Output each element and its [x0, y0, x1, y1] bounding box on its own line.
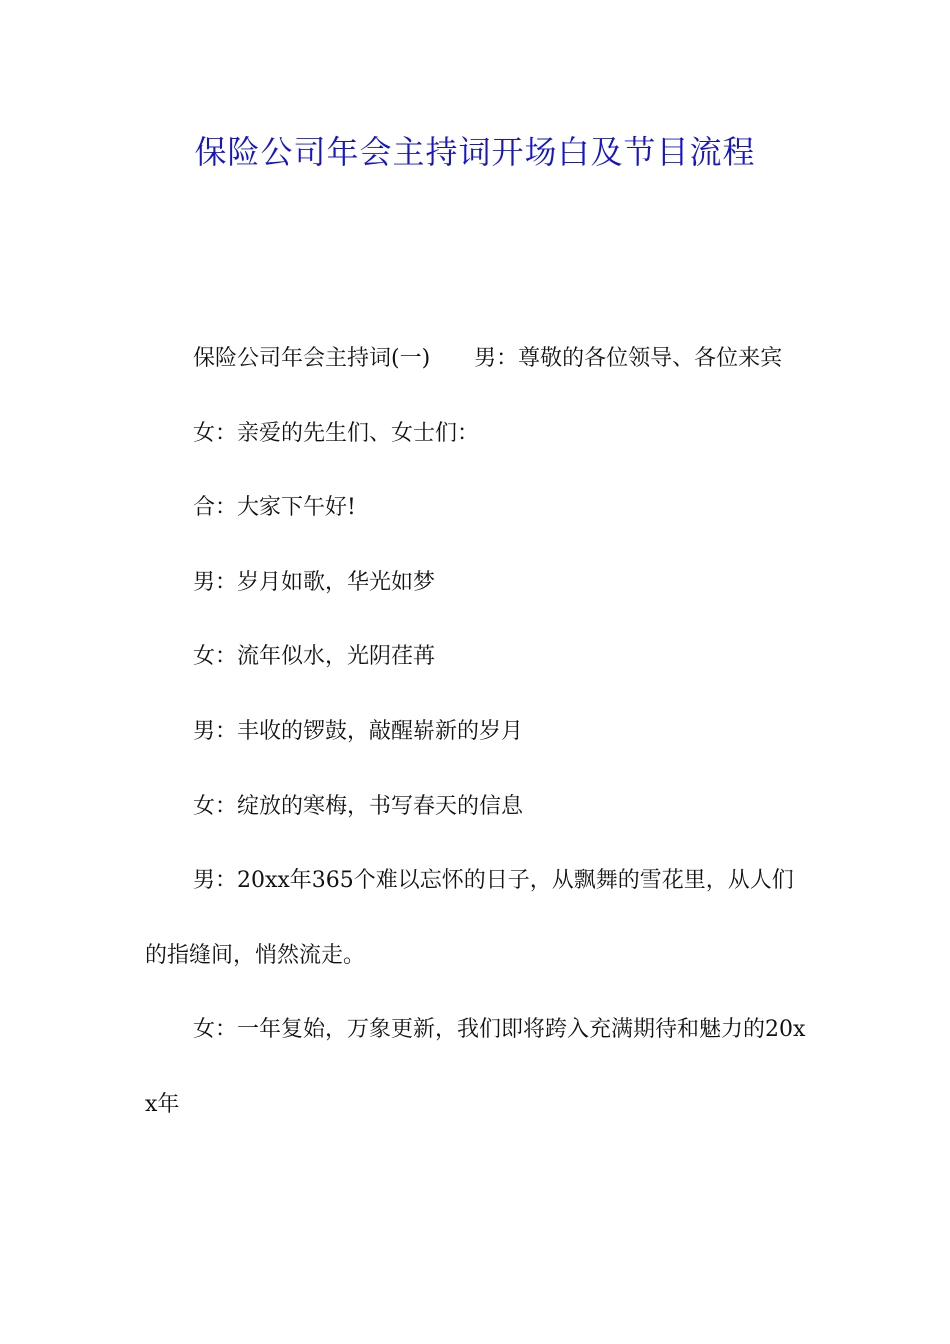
section-heading: 保险公司年会主持词(一): [193, 346, 431, 371]
dialogue-line: 男：尊敬的各位领导、各位来宾: [474, 346, 783, 371]
document-title: 保险公司年会主持词开场白及节目流程: [194, 133, 756, 171]
dialogue-line: 男：20xx年365个难以忘怀的日子，从飘舞的雪花里，从人们的指缝间，悄然流走。: [145, 868, 794, 968]
dialogue-line: 合：大家下午好!: [193, 495, 356, 521]
document-body: [145, 322, 810, 1143]
dialogue-line: 女：绽放的寒梅，书写春天的信息: [193, 793, 524, 819]
paragraph-intro: [145, 322, 810, 397]
dialogue-line: 女：亲爱的先生们、女士们：: [193, 420, 480, 446]
dialogue-line: 女：流年似水，光阴荏苒: [193, 644, 436, 670]
dialogue-line: 女：一年复始，万象更新，我们即将跨入充满期待和魅力的20xx年: [145, 1017, 806, 1117]
dialogue-line: 男：岁月如歌，华光如梦: [193, 569, 436, 595]
dialogue-line: 男：丰收的锣鼓，敲醒崭新的岁月: [193, 718, 524, 744]
